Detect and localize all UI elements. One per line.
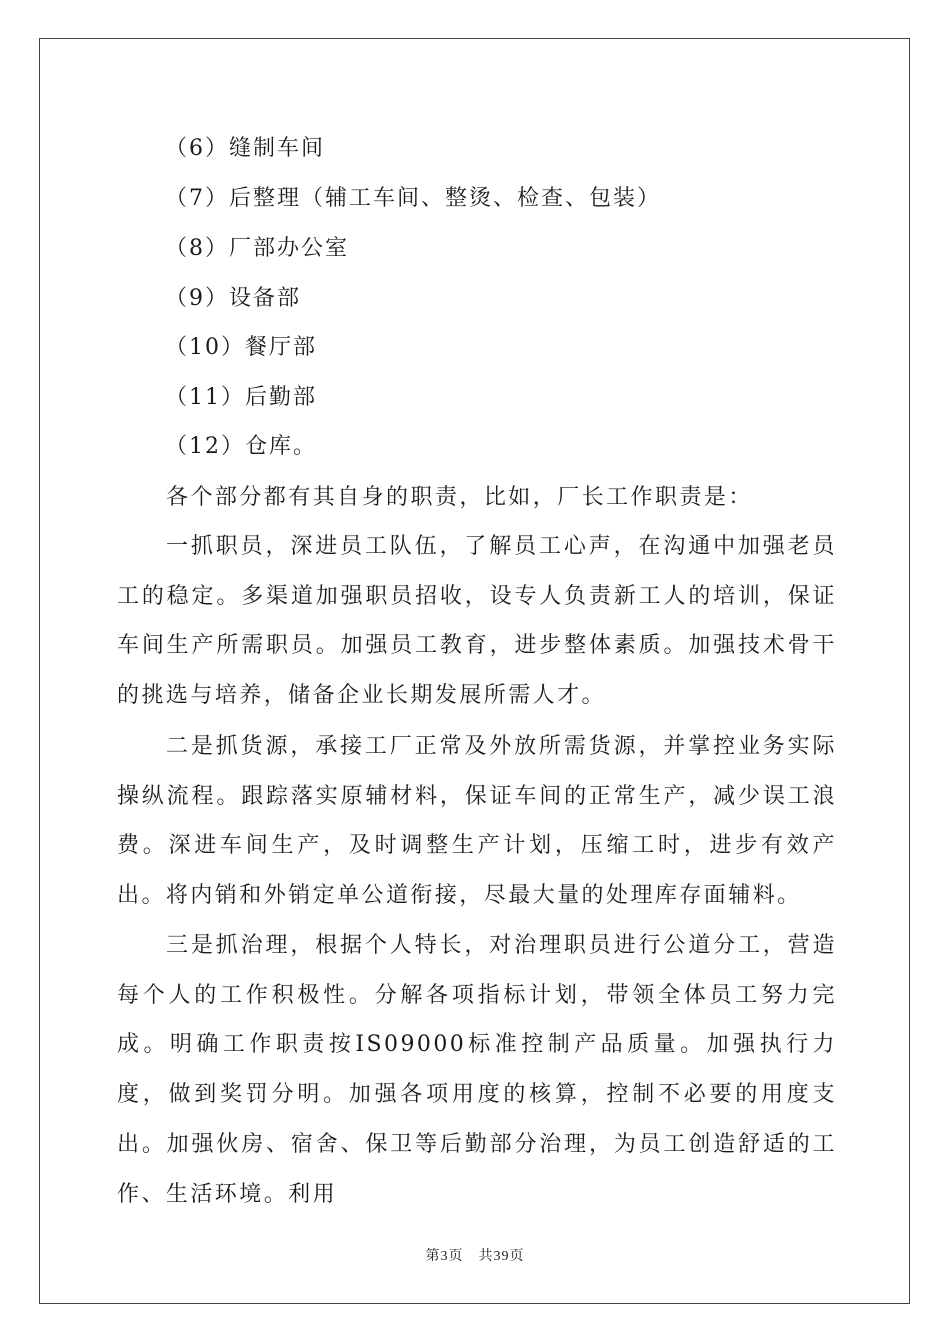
list-item: （8）厂部办公室: [165, 236, 349, 261]
list-item: （9）设备部: [165, 286, 301, 311]
list-item: （6）缝制车间: [165, 136, 325, 161]
list-item: （10）餐厅部: [165, 335, 317, 360]
body-paragraph-2: 二是抓货源，承接工厂正常及外放所需货源，并掌控业务实际操纵流程。跟踪落实原辅材料，保证车间的正常生产，减少误工浪费。深进车间生产，及时调整生产计划，压缩工时，进步有效产出。将内销和外销定单公道衔接，尽最大量的处理库存面辅料。: [117, 734, 837, 909]
list-item: （7）后整理（辅工车间、整烫、检查、包装）: [165, 186, 661, 211]
body-paragraph-1: 一抓职员，深进员工队伍，了解员工心声，在沟通中加强老员工的稳定。多渠道加强职员招收，设专人负责新工人的培训，保证车间生产所需职员。加强员工教育，进步整体素质。加强技术骨干的挑选与培养，储备企业长期发展所需人才。: [117, 534, 837, 709]
page-number-footer: 第3页 共39页: [425, 1249, 525, 1264]
list-item: （11）后勤部: [165, 385, 317, 410]
intro-paragraph: 各个部分都有其自身的职责，比如，厂长工作职责是：: [166, 485, 753, 510]
body-paragraph-3: 三是抓治理，根据个人特长，对治理职员进行公道分工，营造每个人的工作积极性。分解各项指标计划，带领全体员工努力完成。明确工作职责按IS09000标准控制产品质量。加强执行力度，做到奖罚分明。加强各项用度的核算，控制不必要的用度支出。加强伙房、宿舍、保卫等后勤部分治理，为员工创造舒适的工作、生活环境。利用: [117, 933, 837, 1207]
list-item: （12）仓库。: [165, 434, 317, 459]
